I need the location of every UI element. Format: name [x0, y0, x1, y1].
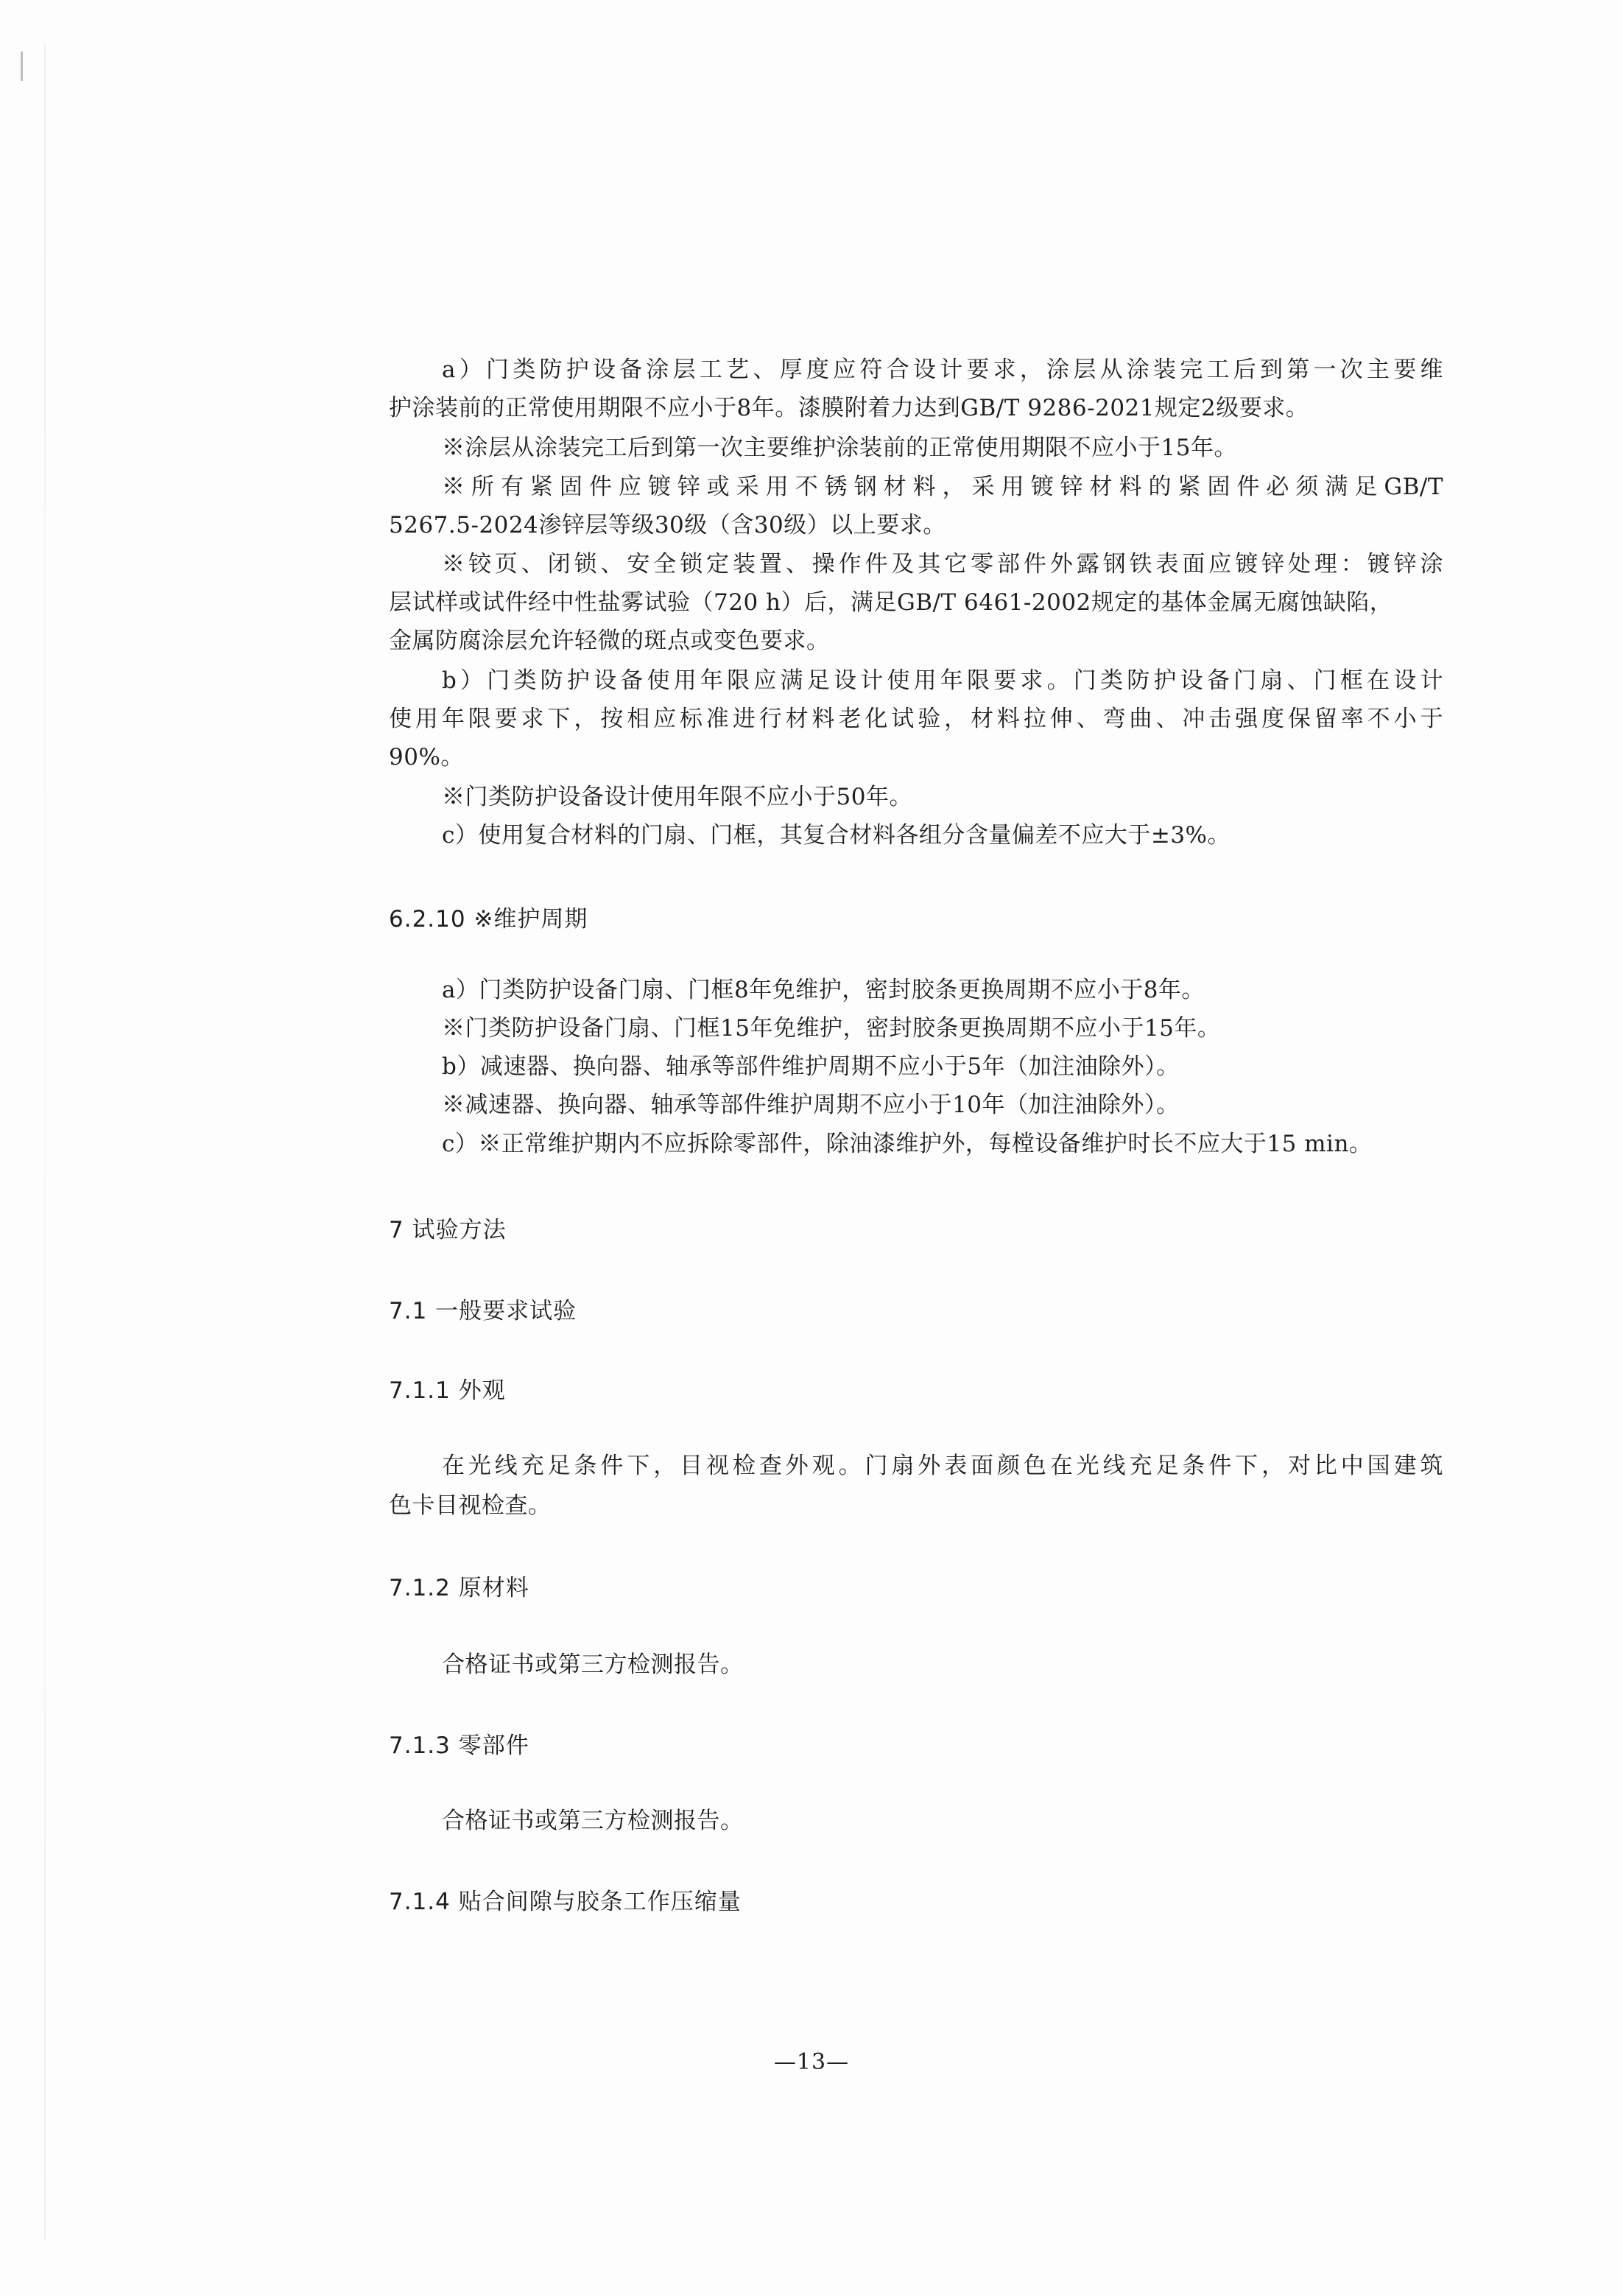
appearance-line-1: 在光线充足条件下，目视检查外观。门扇外表面颜色在光线充足条件下，对比中国建筑 — [442, 1453, 1443, 1479]
page-number: —13— — [773, 2049, 850, 2075]
para-c: c）使用复合材料的门扇、门框，其复合材料各组分含量偏差不应大于±3%。 — [442, 822, 1231, 849]
heading-7-1-4: 7.1.4 贴合间隙与胶条工作压缩量 — [389, 1889, 742, 1915]
parts-text: 合格证书或第三方检测报告。 — [442, 1808, 744, 1834]
raw-materials-text: 合格证书或第三方检测报告。 — [442, 1651, 744, 1678]
maint-a: a）门类防护设备门扇、门框8年免维护，密封胶条更换周期不应小于8年。 — [442, 977, 1205, 1003]
heading-7-1-3: 7.1.3 零部件 — [389, 1732, 529, 1759]
star-fasteners-line-1: ※所有紧固件应镀锌或采用不锈钢材料，采用镀锌材料的紧固件必须满足GB/T — [442, 474, 1443, 500]
para-a-line-2: 护涂装前的正常使用期限不应小于8年。漆膜附着力达到GB/T 9286-2021规定2级要求。 — [389, 395, 1309, 421]
scan-mark — [21, 52, 23, 81]
maint-c: c）※正常维护期内不应拆除零部件，除油漆维护外，每樘设备维护时长不应大于15 min。 — [442, 1131, 1373, 1157]
maint-star-b: ※减速器、换向器、轴承等部件维护周期不应小于10年（加注油除外）。 — [442, 1092, 1180, 1118]
heading-7-1-1: 7.1.1 外观 — [389, 1377, 506, 1404]
para-b-line-3: 90%。 — [389, 744, 464, 770]
scan-edge-shadow — [44, 44, 46, 2239]
heading-6-2-10: 6.2.10 ※维护周期 — [389, 906, 588, 933]
maint-star-a: ※门类防护设备门扇、门框15年免维护，密封胶条更换周期不应小于15年。 — [442, 1015, 1221, 1042]
para-b-line-2: 使用年限要求下，按相应标准进行材料老化试验，材料拉伸、弯曲、冲击强度保留率不小于 — [389, 706, 1443, 732]
para-b-line-1: b）门类防护设备使用年限应满足设计使用年限要求。门类防护设备门扇、门框在设计 — [442, 667, 1443, 694]
star-coating-life: ※涂层从涂装完工后到第一次主要维护涂装前的正常使用期限不应小于15年。 — [442, 435, 1237, 461]
star-fasteners-line-2: 5267.5-2024渗锌层等级30级（含30级）以上要求。 — [389, 512, 946, 538]
para-a-line-1: a）门类防护设备涂层工艺、厚度应符合设计要求，涂层从涂装完工后到第一次主要维 — [442, 357, 1443, 383]
star-design-life: ※门类防护设备设计使用年限不应小于50年。 — [442, 784, 912, 810]
appearance-line-2: 色卡目视检查。 — [389, 1492, 552, 1519]
star-hinges-line-1: ※铰页、闭锁、安全锁定装置、操作件及其它零部件外露钢铁表面应镀锌处理：镀锌涂 — [442, 551, 1443, 577]
heading-7: 7 试验方法 — [389, 1217, 507, 1243]
star-hinges-line-2: 层试样或试件经中性盐雾试验（720 h）后，满足GB/T 6461-2002规定的基体金属无腐蚀缺陷， — [389, 589, 1393, 616]
maint-b: b）减速器、换向器、轴承等部件维护周期不应小于5年（加注油除外）。 — [442, 1053, 1180, 1080]
star-hinges-line-3: 金属防腐涂层允许轻微的斑点或变色要求。 — [389, 628, 830, 654]
heading-7-1-2: 7.1.2 原材料 — [389, 1575, 529, 1601]
heading-7-1: 7.1 一般要求试验 — [389, 1298, 577, 1324]
